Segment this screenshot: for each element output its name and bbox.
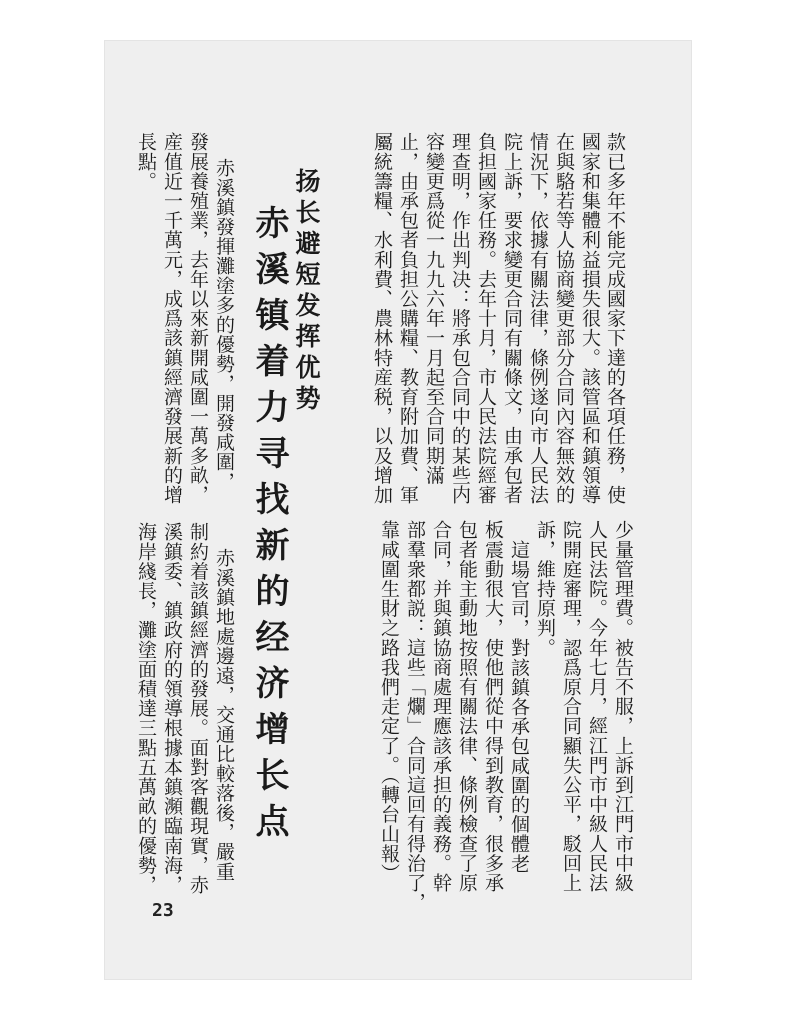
upper-text-col-8: 容變更爲從一九九六年一月起至合同期滿	[423, 132, 445, 485]
lower-text-col-6: 板震動很大，使他們從中得到教育，很多承	[482, 520, 504, 893]
upper-text-col-2: 國家和集體利益損失很大。該管區和鎮領導	[579, 132, 601, 505]
lower-text-col-7: 包者能主動地按照有關法律、條例檢查了原	[456, 520, 478, 893]
article-lower-col-4: 海岸綫長，灘塗面積達三點五萬畝的優勢，	[135, 522, 157, 895]
article-lower-col-1: 赤溪鎮地處邊遠，交通比較落後，嚴重	[213, 548, 235, 882]
article-upper-col-3: 産值近一千萬元，成爲該鎮經濟發展新的增	[161, 132, 183, 505]
lower-text-col-5: 這場官司，對該鎮各承包咸圍的個體老	[508, 540, 530, 874]
lower-text-col-1: 少量管理費。被告不服，上訴到江門市中級	[612, 520, 634, 893]
upper-text-col-4: 情況下，依據有關法律，條例遂向市人民法	[527, 132, 549, 505]
article-subtitle: 扬长避短发挥优势	[292, 168, 321, 416]
article-lower-col-3: 溪鎮委、鎮政府的領導根據本鎮瀕臨南海，	[161, 522, 183, 895]
upper-text-col-3: 在與駱若等人協商變更部分合同內容無效的	[553, 132, 575, 505]
lower-text-col-8: 合同，并與鎮協商處理應該承担的義務。幹	[430, 520, 452, 893]
article-lower-col-2: 制約着該鎮經濟的發展。面對客觀現實，赤	[187, 522, 209, 895]
article-title: 赤溪镇着力寻找新的经济增长点	[249, 205, 289, 849]
article-upper-col-1: 赤溪鎮發揮灘塗多的優勢，開發咸圍，	[213, 158, 235, 492]
upper-text-col-6: 負担國家任務。去年十月，市人民法院經審	[475, 132, 497, 505]
lower-text-col-2: 人民法院。今年七月，經江門市中級人民法	[586, 520, 608, 893]
article-upper-col-2: 發展養殖業，去年以來新開咸圍一萬多畝，	[187, 132, 209, 505]
lower-text-col-9: 部羣衆都説：這些「爛」合同這回有得治了，	[404, 520, 426, 912]
lower-text-col-10: 靠咸圍生財之路我們走定了。（轉台山報）	[378, 520, 400, 883]
lower-text-col-4: 訴，維持原判。	[534, 520, 556, 658]
article-upper-col-4: 長點。	[135, 132, 157, 191]
upper-text-col-1: 款已多年不能完成國家下達的各項任務，使	[604, 132, 626, 505]
document-page	[104, 40, 692, 980]
page-number: 23	[152, 900, 174, 921]
upper-text-col-5: 院上訴，要求變更合同有關條文，由承包者	[501, 132, 523, 505]
lower-text-col-3: 院開庭審理，認爲原合同顯失公平，駁回上	[560, 520, 582, 893]
upper-text-col-9: 止，由承包者負担公購糧、教育附加費、軍	[397, 132, 419, 505]
upper-text-col-7: 理查明，作出判决：將承包合同中的某些内	[449, 132, 471, 505]
upper-text-col-10: 屬統籌糧、水利費、農林特産税，以及增加	[371, 132, 393, 505]
